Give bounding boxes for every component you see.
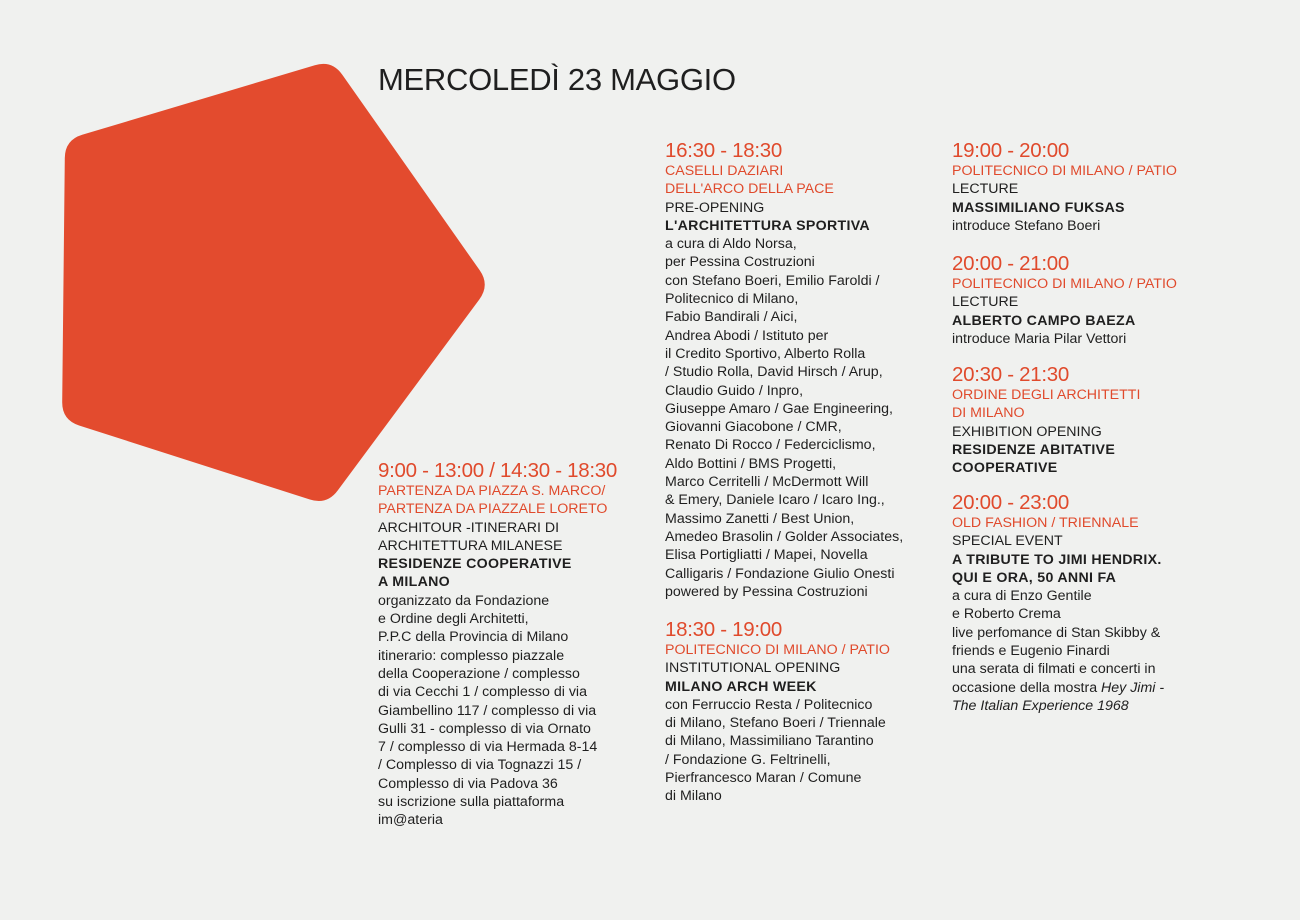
event-detail: Complesso di via Padova 36 xyxy=(378,775,558,792)
event-time: 16:30 - 18:30 xyxy=(665,139,782,162)
event-time: 20:00 - 21:00 xyxy=(952,252,1069,275)
event-venue: PARTENZA DA PIAZZA S. MARCO/ xyxy=(378,483,606,499)
event-title: QUI E ORA, 50 ANNI FA xyxy=(952,569,1117,586)
event-type: PRE-OPENING xyxy=(665,199,765,216)
event-detail: a cura di Enzo Gentile xyxy=(952,588,1092,605)
event-type: LECTURE xyxy=(952,181,1019,198)
event-detail: Claudio Guido / Inpro, xyxy=(665,382,804,399)
event-detail: con Ferruccio Resta / Politecnico xyxy=(665,696,873,713)
event-time: 9:00 - 13:00 / 14:30 - 18:30 xyxy=(378,459,617,482)
event-venue: ORDINE DEGLI ARCHITETTI xyxy=(952,387,1141,403)
event-detail: su iscrizione sulla piattaforma xyxy=(378,794,565,811)
event-type: ARCHITETTURA MILANESE xyxy=(378,537,563,554)
event-type: INSTITUTIONAL OPENING xyxy=(665,660,841,677)
event-detail: una serata di filmati e concerti in xyxy=(952,661,1156,678)
event-type: SPECIAL EVENT xyxy=(952,533,1063,550)
event-detail: live perfomance di Stan Skibby & xyxy=(952,624,1161,641)
event-detail: Aldo Bottini / BMS Progetti, xyxy=(665,455,837,472)
event-detail: con Stefano Boeri, Emilio Faroldi / xyxy=(665,272,880,289)
event-detail: Calligaris / Fondazione Giulio Onesti xyxy=(665,565,895,582)
event-title: COOPERATIVE xyxy=(952,460,1058,477)
event-type: LECTURE xyxy=(952,294,1019,311)
event-block xyxy=(665,619,890,806)
event-venue: DELL'ARCO DELLA PACE xyxy=(665,181,834,198)
event-type: ARCHITOUR -ITINERARI DI xyxy=(378,519,560,536)
event-block xyxy=(378,460,617,830)
event-detail xyxy=(952,679,1164,697)
event-detail: organizzato da Fondazione xyxy=(378,592,550,609)
event-detail: P.P.C della Provincia di Milano xyxy=(378,629,569,646)
event-detail: della Cooperazione / complesso xyxy=(378,665,580,682)
event-block xyxy=(952,140,1177,235)
event-title: RESIDENZE ABITATIVE xyxy=(952,441,1116,458)
event-title: MILANO ARCH WEEK xyxy=(665,678,817,695)
event-title: RESIDENZE COOPERATIVE xyxy=(378,556,572,573)
event-venue: CASELLI DAZIARI xyxy=(665,163,784,179)
event-detail: Renato Di Rocco / Federciclismo, xyxy=(665,437,876,454)
event-detail: Giovanni Giacobone / CMR, xyxy=(665,419,842,436)
event-title: ALBERTO CAMPO BAEZA xyxy=(952,312,1136,329)
event-detail: il Credito Sportivo, Alberto Rolla xyxy=(665,345,866,362)
event-detail: Politecnico di Milano, xyxy=(665,291,799,308)
event-block xyxy=(952,253,1177,348)
event-detail: di Milano, Massimiliano Tarantino xyxy=(665,733,874,750)
exhibition-name: Hey Jimi - xyxy=(1101,679,1165,696)
event-venue: DI MILANO xyxy=(952,405,1025,422)
event-detail: a cura di Aldo Norsa, xyxy=(665,236,797,253)
event-detail: itinerario: complesso piazzale xyxy=(378,647,565,664)
event-detail: Andrea Abodi / Istituto per xyxy=(665,327,829,344)
event-venue: OLD FASHION / TRIENNALE xyxy=(952,515,1139,531)
event-time: 19:00 - 20:00 xyxy=(952,139,1069,162)
event-time: 18:30 - 19:00 xyxy=(665,618,782,641)
event-title: L'ARCHITETTURA SPORTIVA xyxy=(665,217,870,234)
event-detail: & Emery, Daniele Icaro / Icaro Ing., xyxy=(665,492,885,509)
event-detail: di Milano, Stefano Boeri / Triennale xyxy=(665,715,886,732)
event-detail: powered by Pessina Costruzioni xyxy=(665,583,868,600)
event-detail: Elisa Portigliatti / Mapei, Novella xyxy=(665,547,868,564)
event-detail: Giuseppe Amaro / Gae Engineering, xyxy=(665,400,893,417)
event-detail: introduce Maria Pilar Vettori xyxy=(952,330,1127,347)
event-detail: Pierfrancesco Maran / Comune xyxy=(665,770,862,787)
event-detail: / Studio Rolla, David Hirsch / Arup, xyxy=(665,364,883,381)
event-detail: e Roberto Crema xyxy=(952,606,1061,623)
event-detail-text: occasione della mostra xyxy=(952,679,1102,696)
event-block xyxy=(665,140,903,601)
event-detail: im@ateria xyxy=(378,812,443,829)
event-detail: Giambellino 117 / complesso di via xyxy=(378,702,597,719)
event-detail: e Ordine degli Architetti, xyxy=(378,611,529,628)
event-detail: Gulli 31 - complesso di via Ornato xyxy=(378,720,591,737)
event-title: A TRIBUTE TO JIMI HENDRIX. xyxy=(952,551,1162,568)
event-venue: PARTENZA DA PIAZZALE LORETO xyxy=(378,501,608,518)
event-detail: / Fondazione G. Feltrinelli, xyxy=(665,751,831,768)
event-block xyxy=(952,364,1140,477)
exhibition-name: The Italian Experience 1968 xyxy=(952,697,1129,714)
event-detail: di via Cecchi 1 / complesso di via xyxy=(378,684,587,701)
event-detail: Fabio Bandirali / Aici, xyxy=(665,309,798,326)
event-title: A MILANO xyxy=(378,574,451,591)
event-detail: introduce Stefano Boeri xyxy=(952,217,1101,234)
event-venue: POLITECNICO DI MILANO / PATIO xyxy=(952,163,1177,179)
event-venue: POLITECNICO DI MILANO / PATIO xyxy=(952,276,1177,292)
event-detail: Massimo Zanetti / Best Union, xyxy=(665,510,855,527)
event-detail: 7 / complesso di via Hermada 8-14 xyxy=(378,739,598,756)
event-detail: per Pessina Costruzioni xyxy=(665,254,815,271)
event-time: 20:00 - 23:00 xyxy=(952,491,1069,514)
event-detail: friends e Eugenio Finardi xyxy=(952,643,1110,660)
event-detail: Marco Cerritelli / McDermott Will xyxy=(665,474,869,491)
event-time: 20:30 - 21:30 xyxy=(952,363,1069,386)
event-detail: Amedeo Brasolin / Golder Associates, xyxy=(665,528,904,545)
event-type: EXHIBITION OPENING xyxy=(952,423,1102,440)
page-title: MERCOLEDÌ 23 MAGGIO xyxy=(378,62,736,97)
event-title: MASSIMILIANO FUKSAS xyxy=(952,199,1125,216)
event-block xyxy=(952,492,1164,715)
event-detail: / Complesso di via Tognazzi 15 / xyxy=(378,757,582,774)
event-detail: di Milano xyxy=(665,788,722,805)
event-venue: POLITECNICO DI MILANO / PATIO xyxy=(665,642,890,658)
